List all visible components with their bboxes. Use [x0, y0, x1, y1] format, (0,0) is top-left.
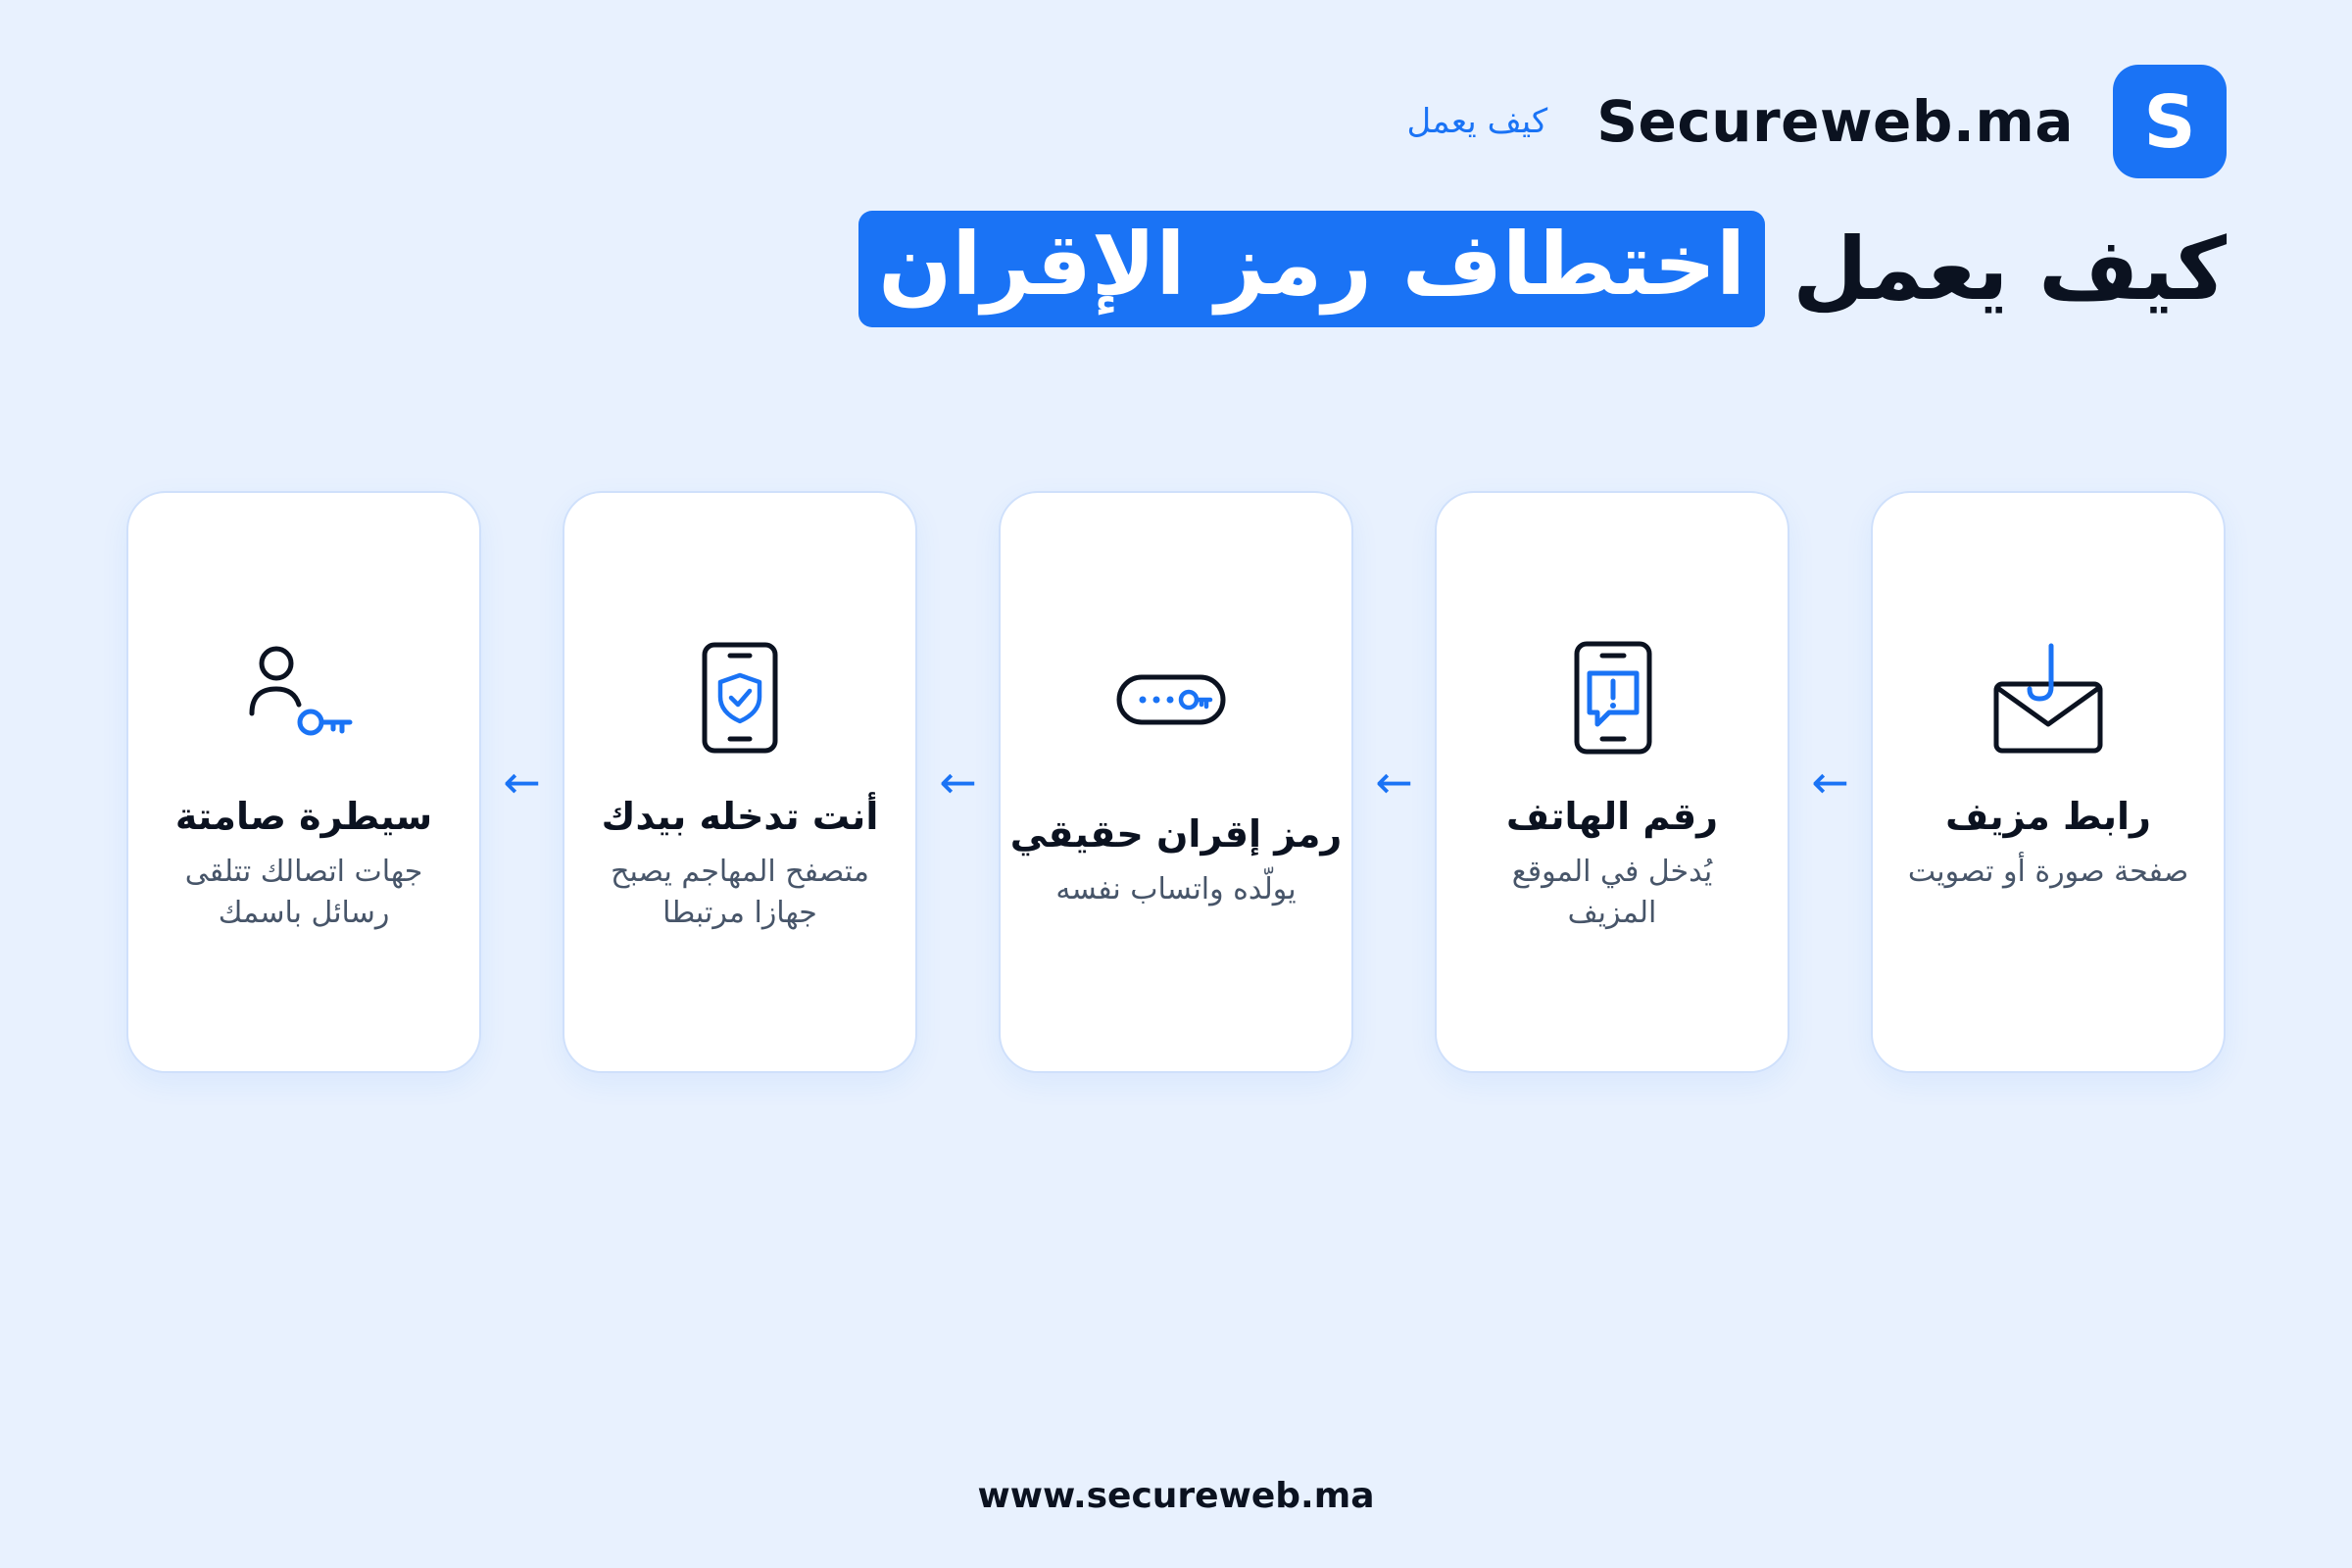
step-description: جهات اتصالك تتلقى رسائل باسمك	[184, 855, 423, 930]
logo-letter: S	[2143, 80, 2196, 165]
step-description: يولّده واتساب نفسه	[1055, 872, 1297, 906]
step-card-1	[1871, 491, 2226, 1073]
step-description: متصفح المهاجم يصبح جهازا مرتبطا	[611, 855, 869, 930]
header-tag[interactable]: كيف يعمل	[1406, 102, 1548, 141]
arrow-left-icon: ←	[1811, 756, 1849, 808]
step-card-4	[563, 491, 917, 1073]
user-key-icon	[240, 640, 368, 758]
arrow-left-icon: ←	[1375, 756, 1413, 808]
step-title: رابط مزيف	[1945, 795, 2151, 838]
steps-flow	[126, 490, 2226, 1074]
step-title: سيطرة صامتة	[174, 795, 433, 838]
brand-name: Secureweb.ma	[1596, 88, 2074, 155]
phone-alert-icon	[1548, 640, 1676, 758]
logo-icon	[2113, 65, 2227, 178]
step-title: أنت تدخله بيدك	[601, 795, 879, 838]
step-card-5	[126, 491, 481, 1073]
step-card-3	[999, 491, 1353, 1073]
title-highlight: اختطاف رمز الإقران	[858, 211, 1765, 327]
title-prefix: كيف يعمل	[1792, 219, 2227, 320]
header	[1407, 65, 2228, 178]
pairing-code-icon	[1112, 640, 1240, 758]
arrow-left-icon: ←	[939, 756, 977, 808]
phishing-email-icon	[1984, 640, 2112, 758]
step-card-2	[1435, 491, 1789, 1073]
step-title: رقم الهاتف	[1506, 795, 1718, 838]
phone-shield-icon	[676, 640, 804, 758]
step-description: صفحة صورة أو تصويت	[1907, 855, 2189, 889]
step-title: رمز إقران حقيقي	[1009, 812, 1343, 856]
page-title	[858, 211, 2227, 327]
footer-url[interactable]: www.secureweb.ma	[977, 1476, 1375, 1516]
arrow-left-icon: ←	[503, 756, 541, 808]
step-description: يُدخل في الموقع المزيف	[1511, 855, 1713, 930]
